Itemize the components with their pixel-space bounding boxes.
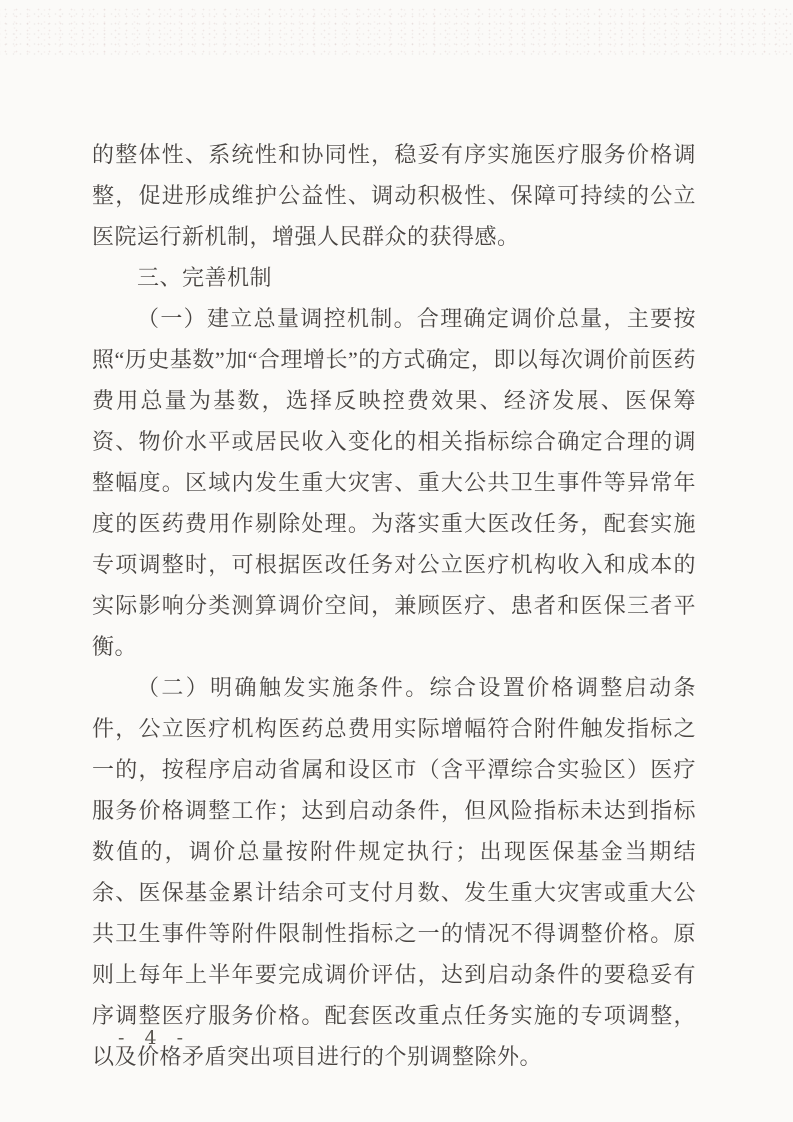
scan-noise-band bbox=[0, 6, 793, 56]
paragraph-continuation: 的整体性、系统性和协同性，稳妥有序实施医疗服务价格调整，促进形成维护公益性、调动积极性、保障可持续的公立医院运行新机制，增强人民群众的获得感。 bbox=[92, 142, 696, 249]
paragraph-item-2: （二）明确触发实施条件。综合设置价格调整启动条件，公立医疗机构医药总费用实际增幅符合附件触发指标之一的，按程序启动省属和设区市（含平潭综合实验区）医疗服务价格调整工作；达到启动条件，但风险指标未达到指标数值的，调价总量按附件规定执行；出现医保基金当期结余、医保基金累计结余可支付月数、发生重大灾害或重大公共卫生事件等附件限制性指标之一的情况不得调整价格。原则上每年上半年要完成调价评估，达到启动条件的要稳妥有序调整医疗服务价格。配套医改重点任务实施的专项调整，以及价格矛盾突出项目进行的个别调整除外。 bbox=[92, 675, 696, 1069]
document-body bbox=[92, 134, 696, 1077]
paragraph-item-1: （一）建立总量调控机制。合理确定调价总量，主要按照“历史基数”加“合理增长”的方式确定，即以每次调价前医药费用总量为基数，选择反映控费效果、经济发展、医保筹资、物价水平或居民收入变化的相关指标综合确定合理的调整幅度。区域内发生重大灾害、重大公共卫生事件等异常年度的医药费用作剔除处理。为落实重大医改任务，配套实施专项调整时，可根据医改任务对公立医疗机构收入和成本的实际影响分类测算调价空间，兼顾医疗、患者和医保三者平衡。 bbox=[92, 306, 696, 659]
page-number: - 4 - bbox=[118, 1027, 191, 1049]
section-heading: 三、完善机制 bbox=[137, 265, 273, 290]
